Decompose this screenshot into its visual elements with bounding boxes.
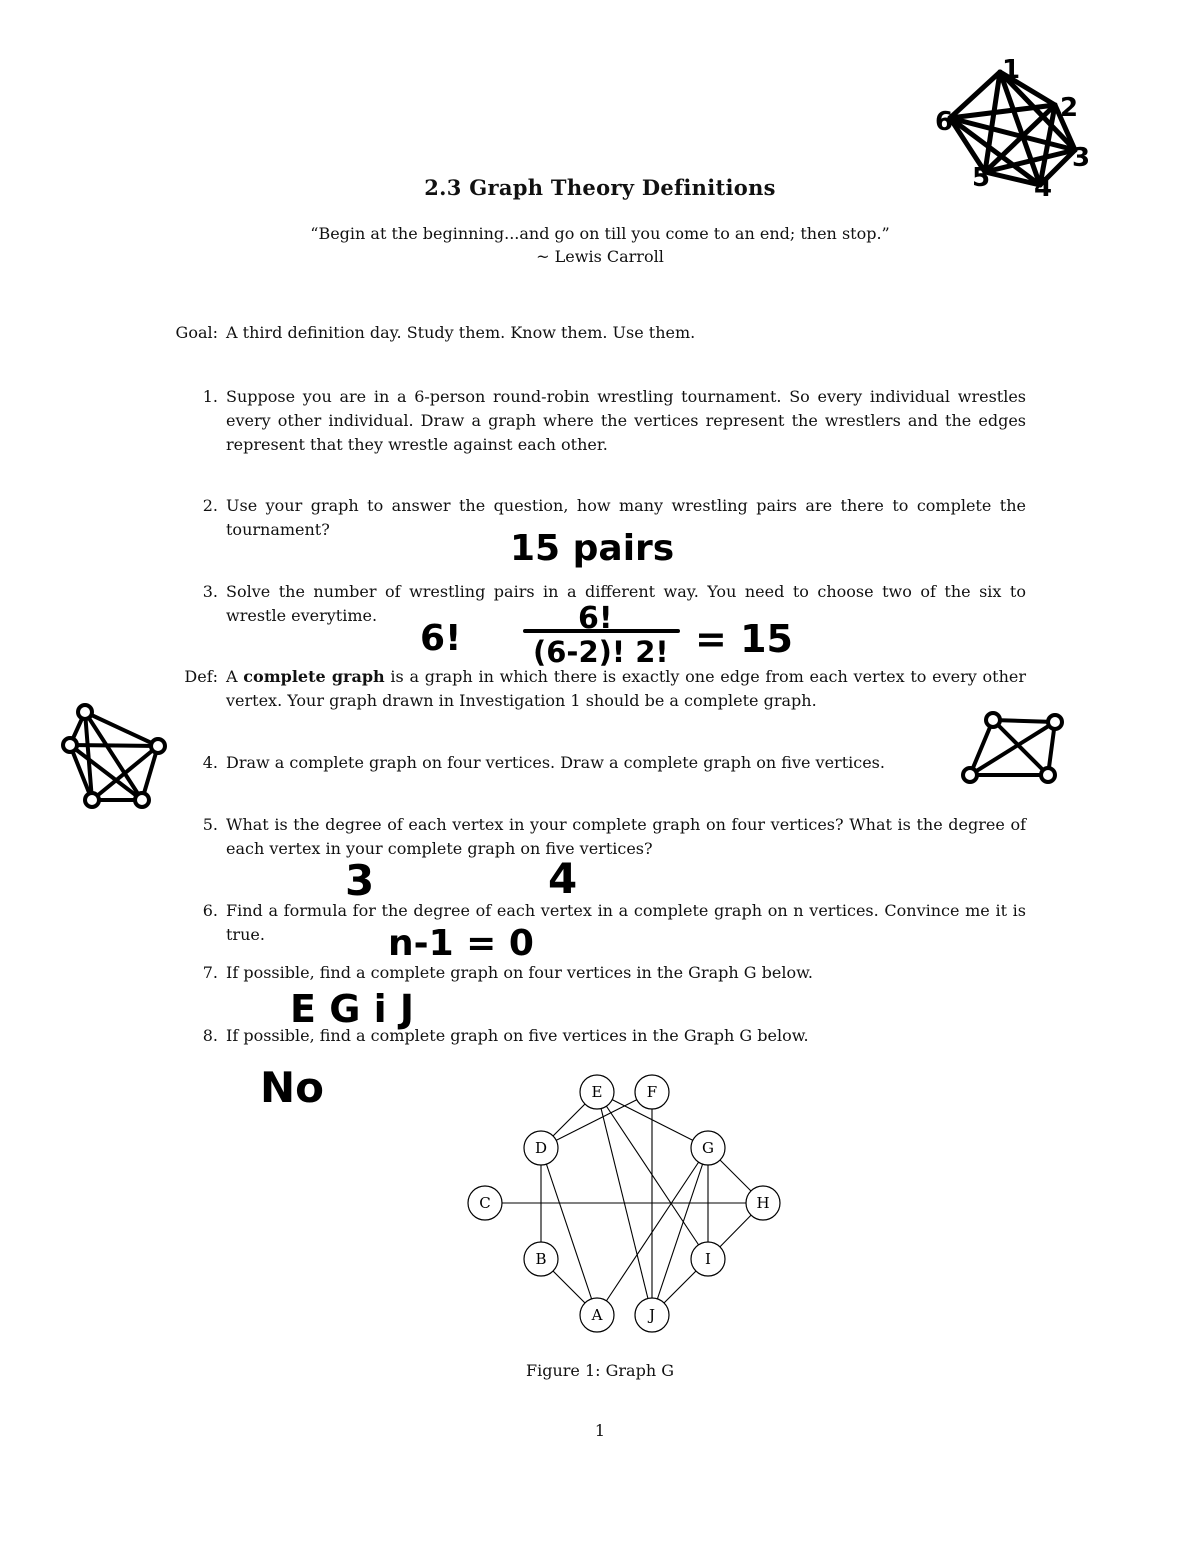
graph-vertex-label: C xyxy=(479,1194,491,1212)
graph-vertex-label: F xyxy=(646,1083,658,1101)
q3-denominator: (6-2)! 2! xyxy=(533,635,669,669)
graph-vertex-e xyxy=(580,1075,614,1109)
question-text: Solve the number of wrestling pairs in a different way. You need to choose two of the six to wrestle everytime. xyxy=(226,582,1026,625)
q7-answer: E G i J xyxy=(290,987,415,1031)
graph-vertex-c xyxy=(468,1186,502,1220)
question-number: 3. xyxy=(202,582,218,601)
page-title: 2.3 Graph Theory Definitions xyxy=(424,175,776,200)
graph-vertex-label: B xyxy=(535,1250,547,1268)
question-text: If possible, find a complete graph on four vertices in the Graph G below. xyxy=(226,963,813,982)
graph-vertex-b xyxy=(524,1242,558,1276)
graph-vertex-label: G xyxy=(702,1139,714,1157)
k6-vertex-label: 4 xyxy=(1034,173,1053,203)
graph-g-figure xyxy=(440,1060,810,1350)
graph-vertex-d xyxy=(524,1131,558,1165)
k6-vertex-label: 2 xyxy=(1060,93,1079,123)
question-text: If possible, find a complete graph on five vertices in the Graph G below. xyxy=(226,1026,809,1045)
question-number: 6. xyxy=(202,901,218,920)
graph-vertex-f xyxy=(635,1075,669,1109)
q5-answer-four: 3 xyxy=(345,856,375,905)
definition-post: is a graph in which there is exactly one edge from each vertex to every other vertex. Your graph drawn in Investigation 1 should be a complete graph. xyxy=(226,667,1027,710)
question-number: 5. xyxy=(202,815,218,834)
question-text: Find a formula for the degree of each vertex in a complete graph on n vertices. Convince me it is true. xyxy=(226,901,1026,944)
q3-numerator: 6! xyxy=(578,601,613,636)
graph-edge-g-j xyxy=(652,1148,708,1315)
k4-sketch xyxy=(963,713,1062,782)
k6-vertex-label: 5 xyxy=(972,163,991,193)
question-number: 4. xyxy=(202,753,218,772)
question-number: 1. xyxy=(202,387,218,406)
graph-vertex-j xyxy=(635,1298,669,1332)
graph-vertex-label: A xyxy=(591,1306,603,1324)
q3-lhs: 6! xyxy=(420,618,462,659)
question-number: 7. xyxy=(202,963,218,982)
question-number: 8. xyxy=(202,1026,218,1045)
q6-answer: n-1 = 0 xyxy=(388,923,534,964)
goal-text: A third definition day. Study them. Know them. Use them. xyxy=(226,323,696,342)
question-text: Use your graph to answer the question, how many wrestling pairs are there to complete the tournament? xyxy=(226,496,1026,539)
graph-vertex-label: I xyxy=(705,1250,711,1268)
graph-vertex-g xyxy=(691,1131,725,1165)
question-text: Draw a complete graph on four vertices. Draw a complete graph on five vertices. xyxy=(226,753,885,772)
graph-vertex-i xyxy=(691,1242,725,1276)
graph-vertex-label: E xyxy=(591,1083,603,1101)
q2-answer: 15 pairs xyxy=(510,528,675,569)
q8-answer: No xyxy=(260,1063,325,1112)
q3-rhs: = 15 xyxy=(695,617,793,661)
q5-answer-five: 4 xyxy=(548,854,578,903)
epigraph-attribution: ~ Lewis Carroll xyxy=(536,247,664,266)
figure-caption: Figure 1: Graph G xyxy=(525,1361,674,1380)
question-text: What is the degree of each vertex in your complete graph on four vertices? What is the degree of each vertex in your complete graph on five vertices? xyxy=(226,815,1026,858)
k6-sketch xyxy=(935,55,1090,203)
graph-vertex-label: J xyxy=(648,1306,656,1324)
graph-edges xyxy=(485,1092,763,1315)
epigraph-quote: “Begin at the beginning...and go on till you come to an end; then stop.” xyxy=(310,224,890,243)
question-text: Suppose you are in a 6-person round-robin wrestling tournament. So every individual wrestles every other individual. Draw a graph where the vertices represent the wrestlers and the edges represent that they wrestle against each other. xyxy=(226,387,1026,454)
definition-term: complete graph xyxy=(243,667,385,686)
graph-vertex-label: H xyxy=(756,1194,770,1212)
graph-vertex-h xyxy=(746,1186,780,1220)
definition-pre: A xyxy=(226,667,244,686)
k5-sketch xyxy=(63,705,165,807)
graph-edge-a-d xyxy=(541,1148,597,1315)
page-number: 1 xyxy=(594,1421,606,1440)
definition-label: Def: xyxy=(184,667,218,686)
question-number: 2. xyxy=(202,496,218,515)
k6-vertex-label: 6 xyxy=(935,107,954,137)
graph-vertex-a xyxy=(580,1298,614,1332)
k6-vertex-label: 3 xyxy=(1072,143,1091,173)
graph-vertex-label: D xyxy=(534,1139,548,1157)
k6-vertex-label: 1 xyxy=(1002,55,1021,85)
goal-label: Goal: xyxy=(175,323,218,342)
